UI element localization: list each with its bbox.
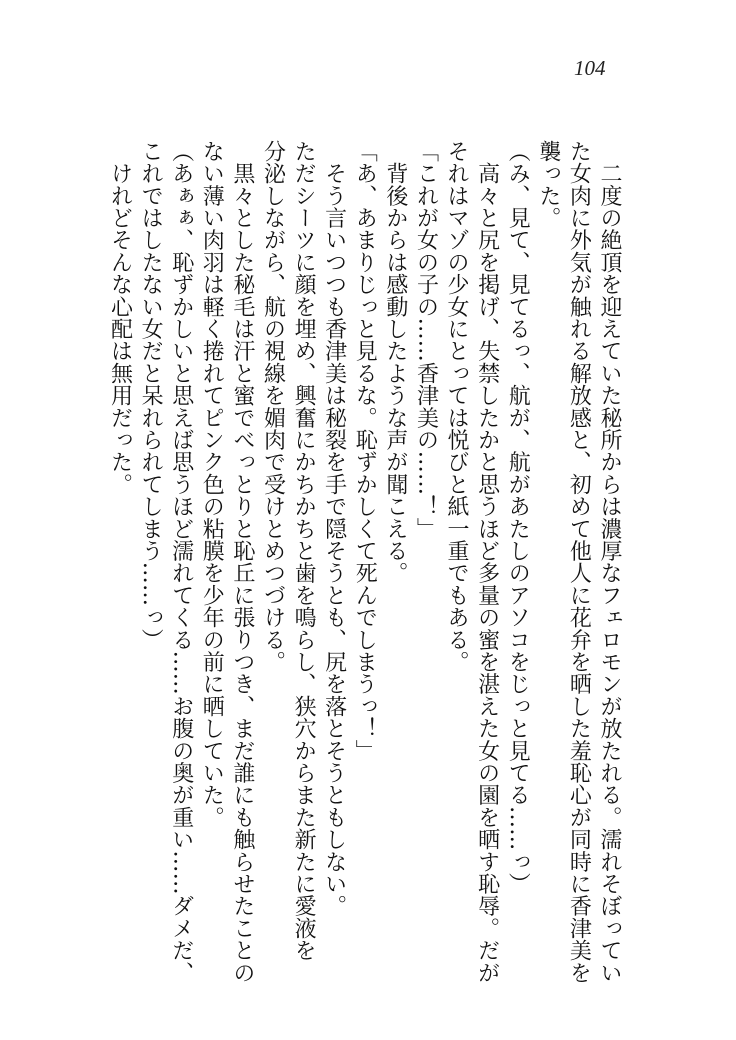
page-number: 104: [574, 56, 606, 80]
text-line: これではしたない女だと呆れられてしまう……っ）: [138, 140, 164, 651]
text-line: 分泌しながら、航の視線を媚肉で受けとめつづける。: [260, 140, 286, 673]
text-line: ただシーツに顔を埋め、興奮にかちかちと歯を鳴らし、狭穴からまた新たに愛液を: [291, 140, 317, 962]
novel-text-body: [104, 140, 624, 1040]
text-line: （み、見て、見てるっ、航が、航があたしのアソコをじっと見てる……っ）: [505, 140, 531, 895]
text-line: （あぁぁ、恥ずかしいと思えば思うほど濡れてくる……お腹の奥が重い……ダメだ、: [168, 140, 194, 984]
text-line: 襲った。: [535, 140, 561, 229]
text-line: 二度の絶頂を迎えていた秘所からは濃厚なフェロモンが放たれる。濡れそぼってい: [597, 140, 622, 984]
text-line: 黒々とした秘毛は汗と蜜でべっとりと恥丘に張りつき、まだ誰にも触らせたことの: [229, 140, 255, 984]
text-line: 背後からは感動したような声が聞こえる。: [382, 140, 408, 584]
text-line: 「これが女の子の……香津美の……！」: [413, 140, 439, 540]
text-line: ない薄い肉羽は軽く捲れてピンク色の粘膜を少年の前に晒していた。: [199, 140, 225, 829]
text-line: た女肉に外気が触れる解放感と、初めて他人に花弁を晒した羞恥心が同時に香津美を: [566, 140, 592, 984]
text-line: それはマゾの少女にとっては悦びと紙一重でもある。: [444, 140, 470, 673]
text-line: 「あ、あまりじっと見るな。恥ずかしくて死んでしまうっ！」: [352, 140, 378, 762]
text-line: そう言いつつも香津美は秘裂を手で隠そうとも、尻を落とそうともしない。: [321, 140, 347, 917]
text-line: けれどそんな心配は無用だった。: [107, 140, 133, 496]
text-line: 高々と尻を掲げ、失禁したかと思うほど多量の蜜を湛えた女の園を晒す恥辱。だが: [474, 140, 500, 984]
